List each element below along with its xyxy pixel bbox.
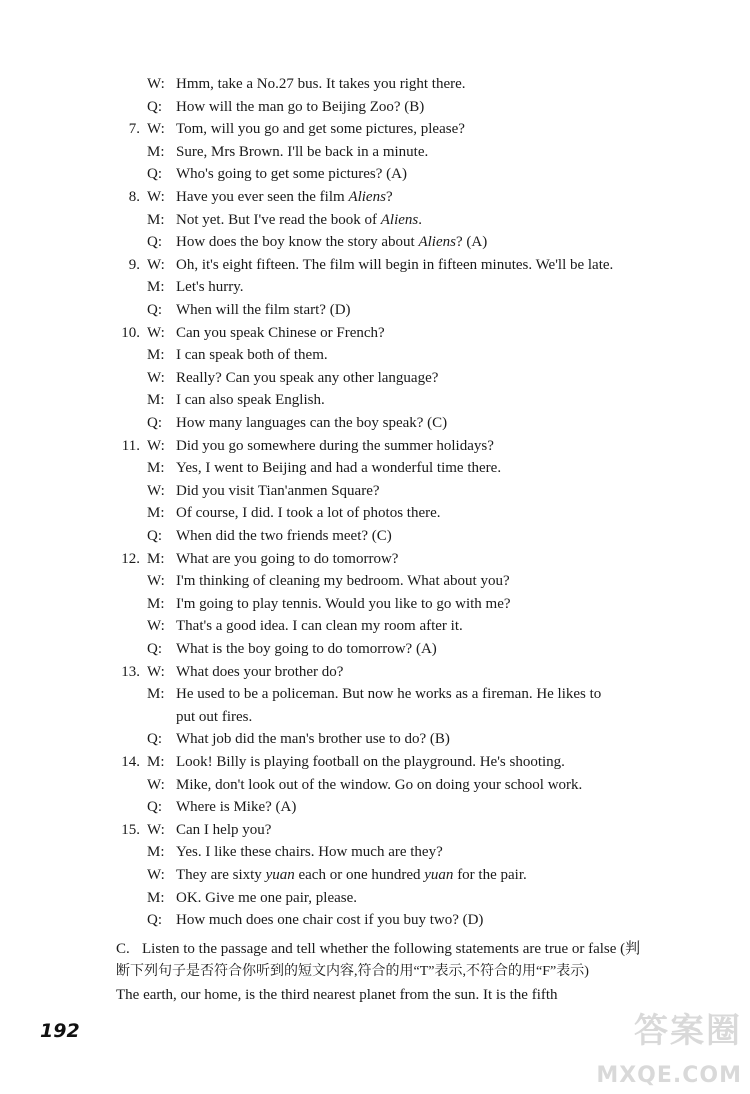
speaker-label: W: xyxy=(147,483,165,499)
speaker-label: M: xyxy=(147,844,165,860)
utterance-text: When did the two friends meet? (C) xyxy=(176,528,392,544)
watermark-logo xyxy=(596,1003,742,1088)
section-c-instruction-cont: 断下列句子是否符合你听到的短文内容,符合的用“T”表示,不符合的用“F”表示) xyxy=(116,964,589,979)
speaker-label: Q: xyxy=(147,641,162,657)
speaker-label: M: xyxy=(147,347,165,363)
watermark-bottom: MXQE.COM xyxy=(596,1063,742,1088)
speaker-label: M: xyxy=(147,279,165,295)
speaker-label: W: xyxy=(147,370,165,386)
speaker-label: W: xyxy=(147,867,165,883)
utterance-text: What job did the man's brother use to do? (B) xyxy=(176,731,450,747)
section-c-label: C. xyxy=(116,941,130,957)
speaker-label: Q: xyxy=(147,99,162,115)
utterance-text: OK. Give me one pair, please. xyxy=(176,890,358,906)
speaker-label: M: xyxy=(147,212,165,228)
speaker-label: W: xyxy=(147,121,165,137)
question-number: 12. xyxy=(121,551,140,567)
question-number: 7. xyxy=(128,121,140,137)
speaker-label: M: xyxy=(147,460,165,476)
question-number: 8. xyxy=(128,189,140,205)
speaker-label: M: xyxy=(147,392,165,408)
utterance-text: How will the man go to Beijing Zoo? (B) xyxy=(176,99,425,115)
utterance-text: Did you visit Tian'anmen Square? xyxy=(176,483,380,499)
utterance-text: I can also speak English. xyxy=(176,392,325,408)
speaker-label: W: xyxy=(147,664,165,680)
utterance-text: Yes. I like these chairs. How much are they? xyxy=(176,844,443,860)
utterance-text: Really? Can you speak any other language? xyxy=(176,370,439,386)
utterance-text: Hmm, take a No.27 bus. It takes you right there. xyxy=(176,76,466,92)
speaker-label: W: xyxy=(147,618,165,634)
speaker-label: W: xyxy=(147,822,165,838)
utterance-text: Tom, will you go and get some pictures, please? xyxy=(176,121,465,137)
utterance-text: What does your brother do? xyxy=(176,664,344,680)
utterance-text: Did you go somewhere during the summer holidays? xyxy=(176,438,494,454)
speaker-label: W: xyxy=(147,438,165,454)
question-number: 13. xyxy=(121,664,140,680)
speaker-label: W: xyxy=(147,325,165,341)
speaker-label: W: xyxy=(147,76,165,92)
utterance-text: Who's going to get some pictures? (A) xyxy=(176,166,407,182)
utterance-text: How many languages can the boy speak? (C) xyxy=(176,415,448,431)
question-number: 15. xyxy=(121,822,140,838)
utterance-text: Can you speak Chinese or French? xyxy=(176,325,385,341)
section-c-instruction: Listen to the passage and tell whether the following statements are true or false (判 xyxy=(142,941,641,957)
utterance-text: What are you going to do tomorrow? xyxy=(176,551,399,567)
question-number: 11. xyxy=(121,438,140,454)
speaker-label: M: xyxy=(147,754,165,770)
passage-text: The earth, our home, is the third nearest planet from the sun. It is the fifth xyxy=(116,987,558,1003)
utterance-text: They are sixty yuan each or one hundred yuan for the pair. xyxy=(176,867,527,883)
utterance-text: Have you ever seen the film Aliens? xyxy=(176,189,393,205)
utterance-text: I'm thinking of cleaning my bedroom. What about you? xyxy=(176,573,510,589)
speaker-label: Q: xyxy=(147,302,162,318)
speaker-label: W: xyxy=(147,777,165,793)
utterance-text: How much does one chair cost if you buy two? (D) xyxy=(176,912,484,928)
utterance-text: put out fires. xyxy=(176,709,253,725)
utterance-text: Look! Billy is playing football on the playground. He's shooting. xyxy=(176,754,565,770)
utterance-text: How does the boy know the story about Aliens? (A) xyxy=(176,234,488,250)
speaker-label: Q: xyxy=(147,234,162,250)
utterance-text: He used to be a policeman. But now he works as a fireman. He likes to xyxy=(176,686,602,702)
utterance-text: Where is Mike? (A) xyxy=(176,799,297,815)
speaker-label: M: xyxy=(147,890,165,906)
utterance-text: Oh, it's eight fifteen. The film will begin in fifteen minutes. We'll be late. xyxy=(176,257,614,273)
speaker-label: Q: xyxy=(147,731,162,747)
speaker-label: Q: xyxy=(147,166,162,182)
utterance-text: Sure, Mrs Brown. I'll be back in a minute. xyxy=(176,144,429,160)
utterance-text: That's a good idea. I can clean my room after it. xyxy=(176,618,463,634)
speaker-label: Q: xyxy=(147,912,162,928)
speaker-label: M: xyxy=(147,505,165,521)
page-number: 192 xyxy=(40,1020,80,1042)
speaker-label: M: xyxy=(147,144,165,160)
speaker-label: W: xyxy=(147,573,165,589)
utterance-text: Mike, don't look out of the window. Go on doing your school work. xyxy=(176,777,583,793)
speaker-label: W: xyxy=(147,189,165,205)
utterance-text: I'm going to play tennis. Would you like to go with me? xyxy=(176,596,511,612)
utterance-text: I can speak both of them. xyxy=(176,347,328,363)
utterance-text: Yes, I went to Beijing and had a wonderful time there. xyxy=(176,460,502,476)
speaker-label: M: xyxy=(147,596,165,612)
utterance-text: What is the boy going to do tomorrow? (A) xyxy=(176,641,437,657)
question-number: 14. xyxy=(121,754,140,770)
speaker-label: Q: xyxy=(147,415,162,431)
question-number: 10. xyxy=(121,325,140,341)
question-number: 9. xyxy=(128,257,140,273)
watermark-top: 答案圈 xyxy=(634,1011,742,1051)
speaker-label: M: xyxy=(147,551,165,567)
speaker-label: Q: xyxy=(147,528,162,544)
utterance-text: Of course, I did. I took a lot of photos there. xyxy=(176,505,441,521)
utterance-text: When will the film start? (D) xyxy=(176,302,351,318)
speaker-label: M: xyxy=(147,686,165,702)
speaker-label: W: xyxy=(147,257,165,273)
utterance-text: Can I help you? xyxy=(176,822,272,838)
utterance-text: Not yet. But I've read the book of Aliens. xyxy=(176,212,422,228)
speaker-label: Q: xyxy=(147,799,162,815)
utterance-text: Let's hurry. xyxy=(176,279,244,295)
